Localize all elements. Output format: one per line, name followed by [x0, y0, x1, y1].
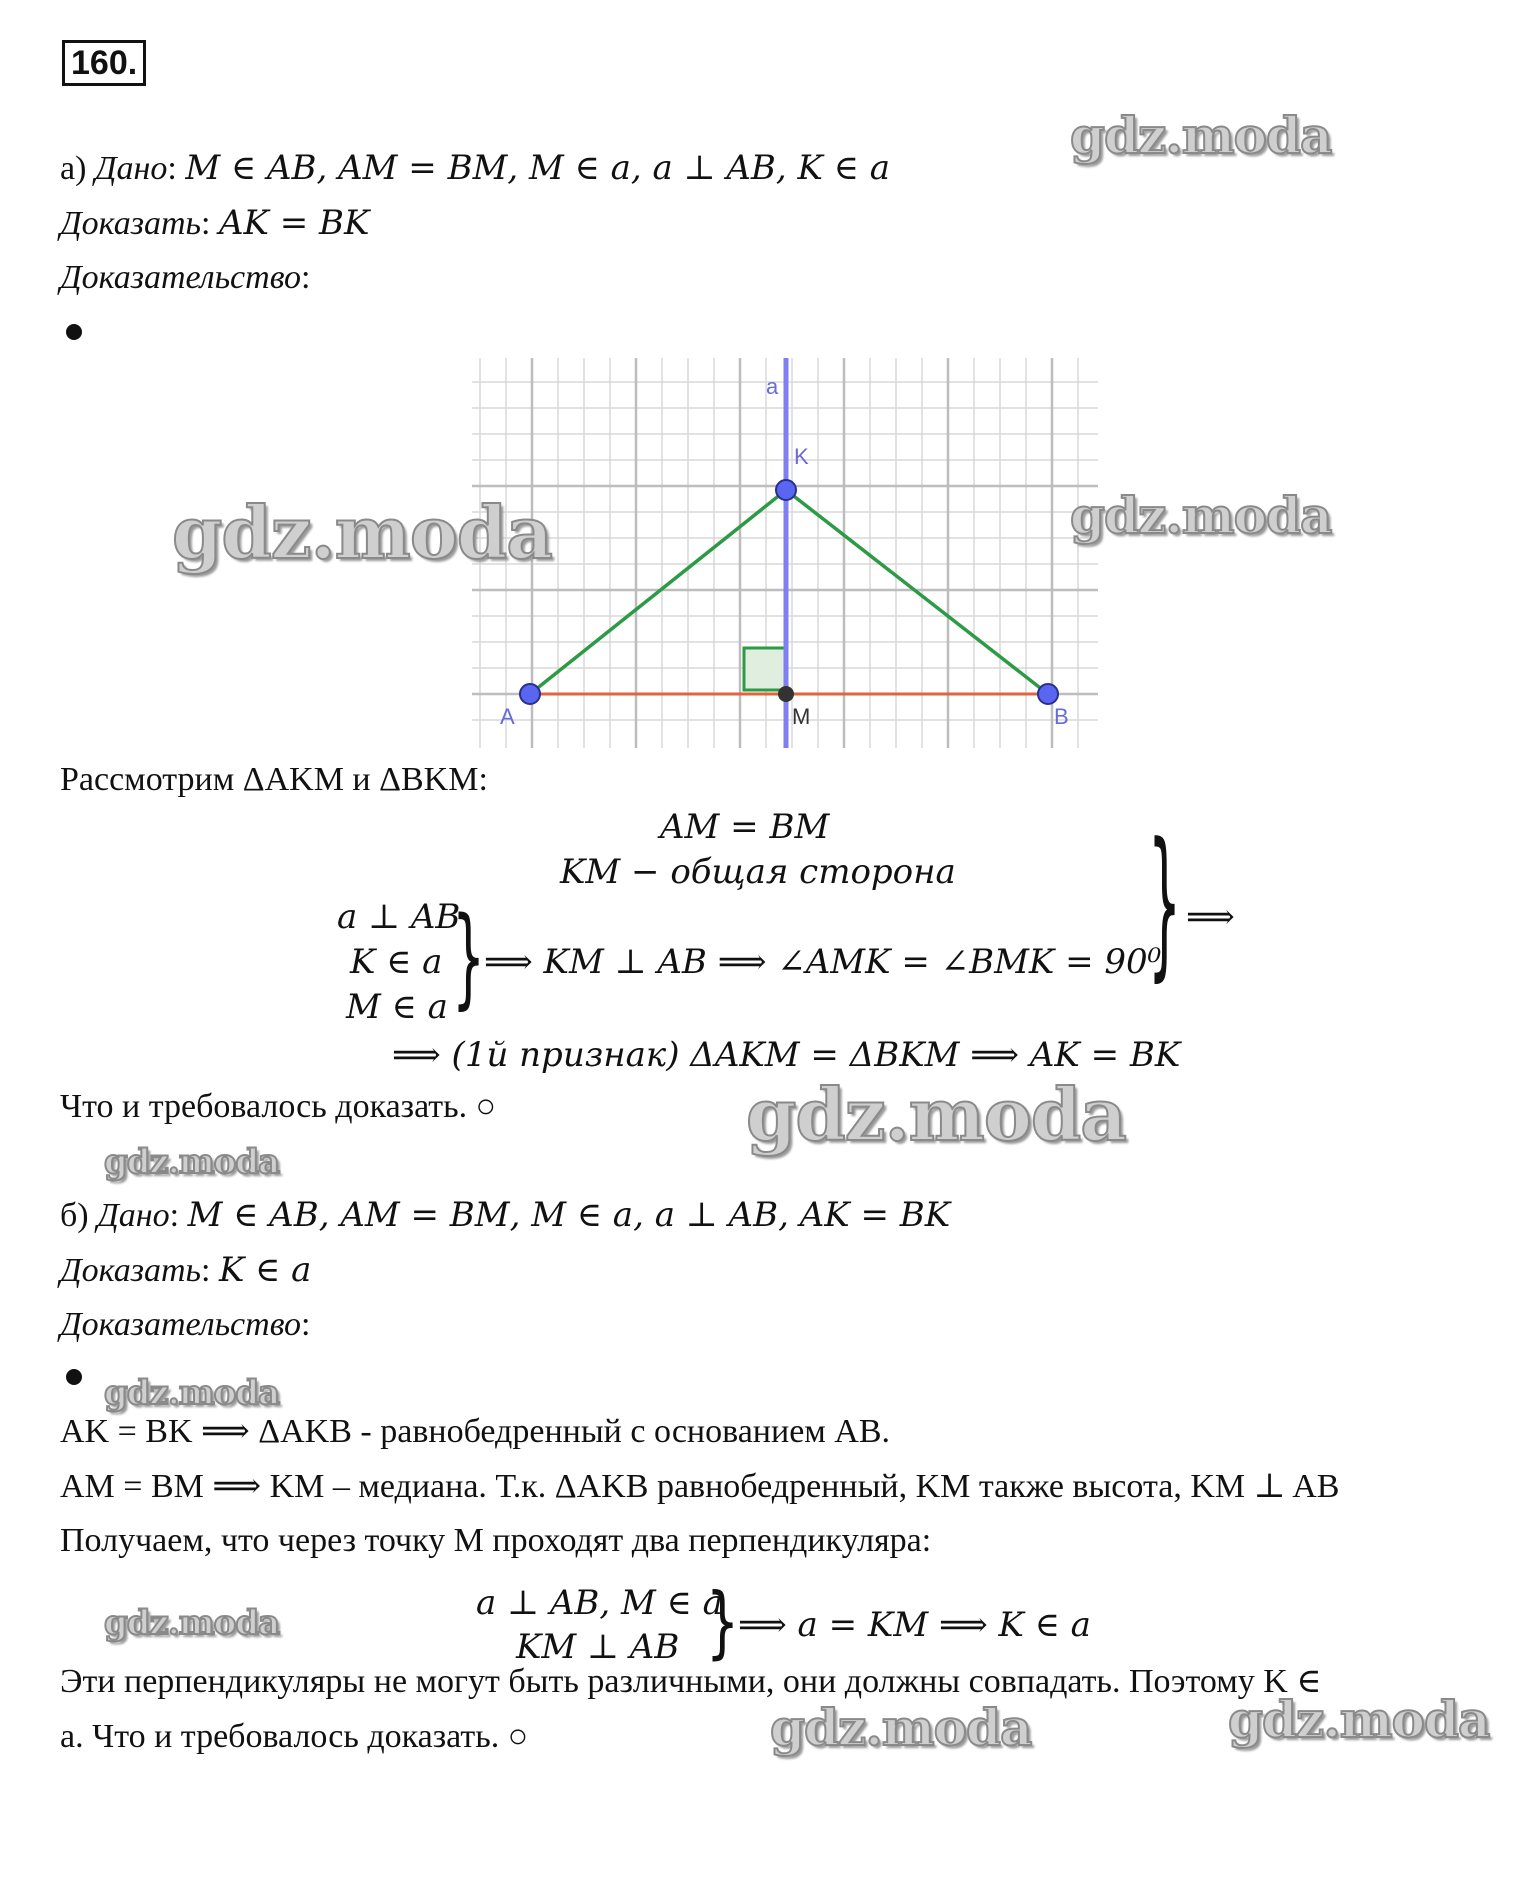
sys-b-line1: a ⊥ AB, M ∈ a — [476, 1583, 723, 1623]
watermark: gdz.moda — [104, 1142, 280, 1182]
watermark: gdz.moda — [104, 1373, 280, 1413]
prove-word-b: Доказать — [60, 1252, 201, 1289]
proof-b-line2: AM = BM ⟹ KM – медиана. Т.к. ΔAKB равнобедренный, KM также высота, KM ⊥ AB — [60, 1468, 1340, 1505]
point-m — [778, 686, 794, 702]
watermark: gdz.moda — [104, 1603, 280, 1643]
consider-line: Рассмотрим ΔAKM и ΔBKM: — [60, 761, 488, 798]
label-k: K — [794, 444, 809, 469]
proof-b-line3: Получаем, что через точку M проходят два перпендикуляра: — [60, 1522, 932, 1559]
qed-a: Что и требовалось доказать. ○ — [60, 1088, 497, 1125]
proof-word: Доказательство — [60, 259, 302, 296]
given-b: б) Дано: M ∈ AB, AM = BM, M ∈ a, a ⊥ AB, AK = BK — [60, 1195, 951, 1235]
label-m: M — [792, 704, 811, 729]
part-a-label: а) — [60, 150, 87, 187]
proof-b-heading: Доказательство: — [60, 1306, 311, 1343]
watermark: gdz.moda — [1228, 1690, 1490, 1749]
prove-word: Доказать — [60, 205, 201, 242]
label-a: A — [500, 704, 515, 729]
part-b-label: б) — [60, 1197, 89, 1234]
segment-bk — [786, 490, 1048, 694]
inner-line1: a ⊥ AB — [337, 897, 461, 937]
bullet-b — [66, 1369, 82, 1385]
outer-brace: } — [1148, 812, 1182, 998]
watermark: gdz.moda — [172, 490, 552, 575]
watermark: gdz.moda — [746, 1072, 1126, 1157]
prove-b: Доказать: K ∈ a — [60, 1250, 312, 1290]
watermark: gdz.moda — [1070, 486, 1332, 545]
given-a-text: M ∈ AB, AM = BM, M ∈ a, a ⊥ AB, K ∈ a — [185, 148, 890, 188]
proof-a-heading: Доказательство: — [60, 259, 311, 296]
point-k — [776, 480, 796, 500]
inner-brace: } — [452, 896, 486, 1022]
sys-a-line1: AM = BM — [660, 807, 830, 847]
conclusion-a: ⟹ (1й признак) ΔAKM = ΔBKM ⟹ AK = BK — [392, 1035, 1181, 1075]
point-b — [1038, 684, 1058, 704]
sys-b-line2: KM ⊥ AB — [516, 1627, 680, 1667]
proof-b-line4: Эти перпендикуляры не могут быть различными, они должны совпадать. Поэтому K ∈ — [60, 1663, 1322, 1700]
prove-a: Доказать: AK = BK — [60, 203, 370, 243]
system-implies: ⟹ — [1186, 897, 1235, 937]
right-angle-mark — [744, 648, 786, 690]
point-a — [520, 684, 540, 704]
given-b-text: M ∈ AB, AM = BM, M ∈ a, a ⊥ AB, AK = BK — [187, 1195, 951, 1235]
inner-result: ⟹ KM ⊥ AB ⟹ ∠AMK = ∠BMK = 90⁰ — [484, 942, 1162, 982]
bullet-a — [66, 324, 82, 340]
watermark: gdz.moda — [1070, 106, 1332, 165]
proof-word-b: Доказательство — [60, 1306, 302, 1343]
sys-b-brace: } — [706, 1578, 740, 1668]
sys-a-line2: KM − общая сторона — [560, 852, 956, 892]
inner-line3: M ∈ a — [346, 987, 448, 1027]
prove-b-text: K ∈ a — [218, 1250, 312, 1290]
problem-number: 160. — [62, 40, 146, 86]
label-line-a: a — [766, 374, 779, 399]
label-b: B — [1054, 704, 1069, 729]
prove-a-text: AK = BK — [218, 203, 370, 243]
proof-b-line5: a. Что и требовалось доказать. ○ — [60, 1718, 529, 1755]
given-a: а) Дано: M ∈ AB, AM = BM, M ∈ a, a ⊥ AB, K ∈ a — [60, 148, 890, 188]
given-word: Дано — [94, 150, 168, 187]
proof-b-line1: AK = BK ⟹ ΔAKB - равнобедренный с основанием AB. — [60, 1413, 891, 1450]
geometry-figure — [472, 358, 1098, 748]
inner-line2: K ∈ a — [350, 942, 443, 982]
given-word-b: Дано — [97, 1197, 170, 1234]
sys-b-result: ⟹ a = KM ⟹ K ∈ a — [738, 1605, 1091, 1645]
watermark: gdz.moda — [770, 1698, 1032, 1757]
